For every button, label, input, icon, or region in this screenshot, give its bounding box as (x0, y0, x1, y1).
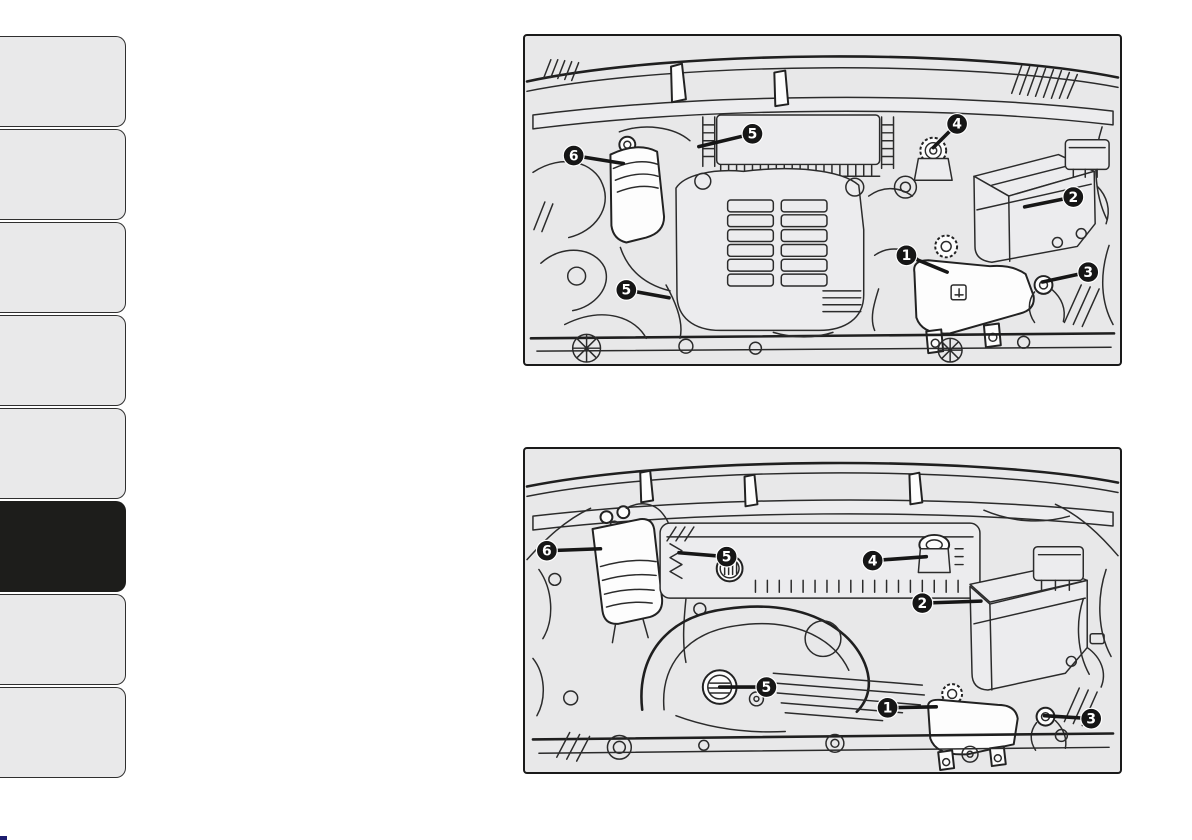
chapter-tab-6-active (0, 501, 126, 592)
fuel-filter (593, 504, 671, 643)
washer-fluid-reservoir (610, 137, 670, 291)
chapter-tab-2 (0, 129, 126, 220)
chapter-tab-8 (0, 687, 126, 778)
chapter-tab-4 (0, 315, 126, 406)
callout-5 (616, 280, 669, 301)
battery (974, 140, 1109, 263)
chapter-tab-3 (0, 222, 126, 313)
engine-cover (676, 169, 864, 331)
callout-1 (877, 697, 936, 718)
callout-number: 3 (1083, 264, 1094, 281)
callout-number: 1 (901, 248, 912, 265)
callout-number: 5 (761, 679, 772, 696)
callout-6 (536, 540, 600, 561)
chapter-tab-7 (0, 594, 126, 685)
callout-number: 6 (568, 148, 579, 165)
engine-bay-illustration-top (525, 36, 1120, 364)
callout-4 (933, 114, 967, 148)
callout-number: 6 (542, 543, 552, 560)
callout-number: 3 (1086, 711, 1097, 728)
engine-bay-illustration-bottom (525, 449, 1120, 772)
callout-number: 2 (1068, 189, 1079, 206)
air-filter-panel (703, 115, 894, 176)
battery (970, 547, 1104, 690)
engine-compartment-figure-bottom (523, 447, 1122, 774)
callout-3 (1043, 262, 1099, 283)
callout-number: 2 (917, 595, 928, 612)
callout-number: 1 (882, 700, 893, 717)
engine-compartment-figure-top (523, 34, 1122, 366)
callout-number: 5 (621, 282, 632, 299)
callout-number: 4 (867, 553, 878, 570)
chapter-tab-column (0, 36, 126, 780)
brake-fluid-cap (914, 138, 952, 180)
chapter-tab-5 (0, 408, 126, 499)
chapter-tab-1 (0, 36, 126, 127)
callout-number: 5 (747, 126, 758, 143)
callout-number: 4 (952, 116, 962, 133)
callout-number: 5 (721, 549, 732, 566)
page-footer-mark (0, 836, 7, 840)
coolant-expansion-tank (928, 684, 1018, 770)
